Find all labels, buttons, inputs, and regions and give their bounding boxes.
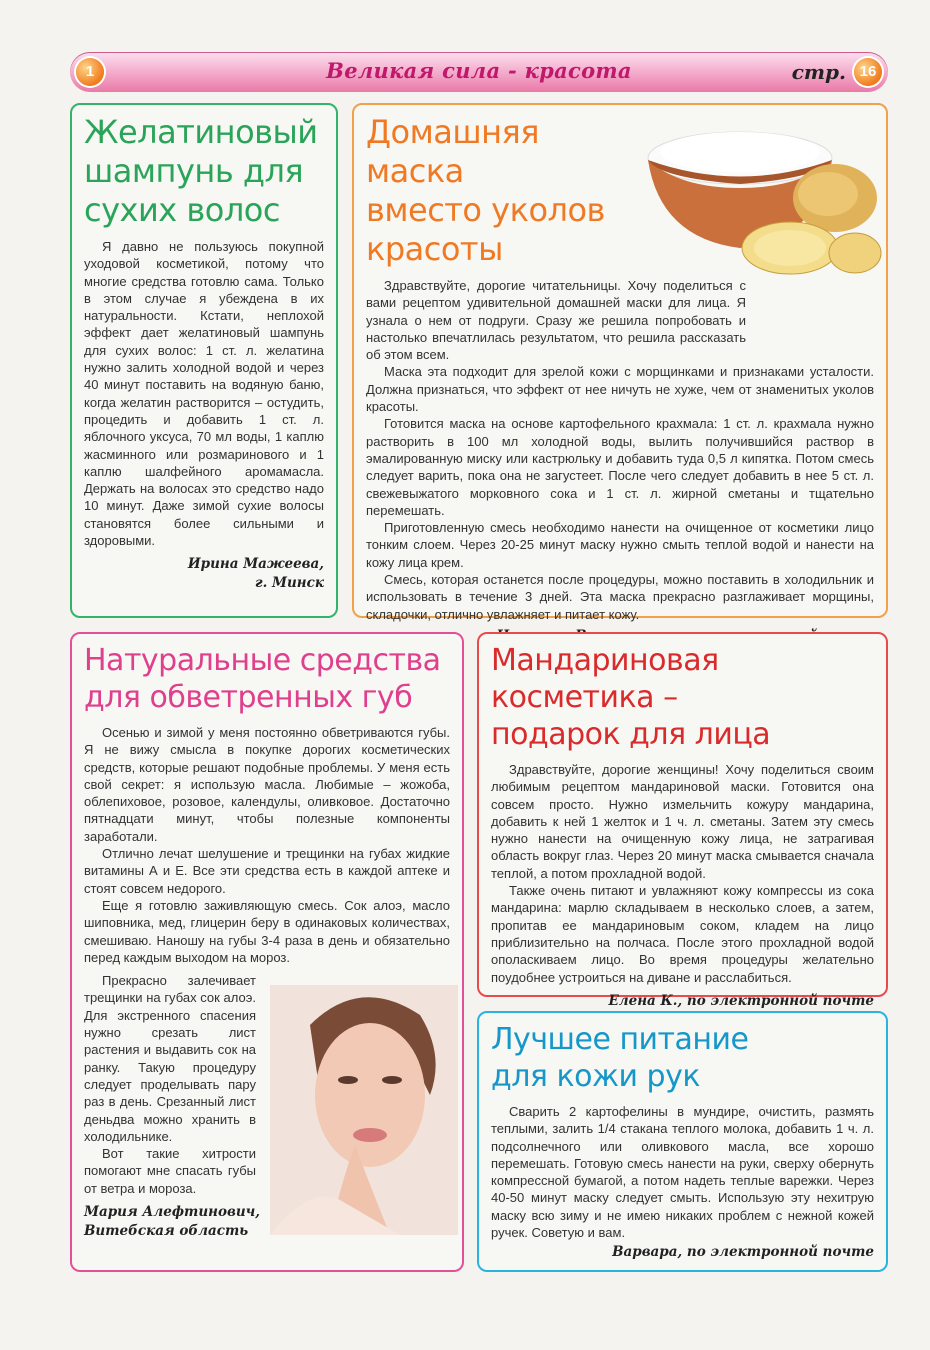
article-paragraph: Приготовленную смесь необходимо нанести на очищенное от косметики лицо тонким слоем. Через 20-25 минут маску нужно смыть теплой водой и нанести на кожу лица крем. xyxy=(366,520,874,570)
article-signature: Варвара, по электронной почте xyxy=(612,1244,874,1261)
article-signature: Мария Алефтинович, Витебская область xyxy=(84,1204,261,1240)
article-paragraph: Отлично лечат шелушение и трещинки на губах жидкие витамины А и Е. Все эти средства есть в каждой аптеке и стоят совсем недорого. xyxy=(84,846,450,896)
woman-lips-photo xyxy=(270,985,458,1235)
article-hand-skin xyxy=(477,1011,888,1272)
article-title: Домашняя маска вместо уколов красоты xyxy=(366,113,605,268)
article-paragraph: Осенью и зимой у меня постоянно обветриваются губы. Я не вижу смысла в покупке дорогих косметических средств, которые решают подобные проблемы. У меня есть свой секрет: я использую масла. Любимые – жожоба, облепиховое, розовое, календулы, оливковое. Достаточно пятнадцати минут, чтобы полезные компоненты заработали. xyxy=(84,725,450,844)
page-number-right: 16 xyxy=(854,58,882,86)
article-mandarin-cosmetics xyxy=(477,632,888,1009)
article-title: Лучшее питание для кожи рук xyxy=(491,1022,749,1094)
article-title: Натуральные средства для обветренных губ xyxy=(84,643,441,715)
page-header xyxy=(70,52,888,92)
page-label: стр. xyxy=(791,60,846,84)
article-paragraph: Сварить 2 картофелины в мундире, очистить, размять теплыми, залить 1/4 стакана теплого молока, добавить 1 ч. л. подсолнечного или оливкового масла, все хорошо перемешать. Готовую смесь нанести на руки, сверху обернуть компрессной бумагой, а потом надеть теплые варежки. Через 40-50 минут маску следует смыть. Использую эту нехитрую маску всю зиму и не имею никаких проблем с нежной кожей ручек. Советую и вам. xyxy=(491,1104,874,1241)
article-paragraph: Готовится маска на основе картофельного крахмала: 1 ст. л. крахмала нужно растворить в 100 мл холодной воды, вылить получившийся раствор в эмалированную миску или кастрюльку и добавить туда 0,5 л кипятка. Потом смесь следует варить, пока она не загустеет. После чего следует добавить в нее 5 ст. л. свежевыжатого морковного сока и 1 ст. л. жирной сметаны и тщательно перемешать. xyxy=(366,416,874,518)
article-title: Мандариновая косметика – подарок для лица xyxy=(491,643,771,752)
article-paragraph: Прекрасно залечивает трещинки на губах сок алоэ. Для экстренного спасения нужно срезать лист растения и выдавить сок на ранку. Такую процедуру следует проделывать пару раз в день. Срезанный лист деньдва можно хранить в холодильнике. xyxy=(84,973,256,1144)
section-title: Великая сила - красота xyxy=(326,58,632,83)
article-paragraph: Смесь, которая останется после процедуры, можно поставить в холодильник и использовать в течение 3 дней. Эта маска прекрасно разглаживает морщины, складочки, отлично увлажняет и питает кожу. xyxy=(366,572,874,622)
article-paragraph: Также очень питают и увлажняют кожу компрессы из сока мандарина: марлю складываем в несколько слоев, а затем, пропитав ее мандариновым соком, кладем на лицо приблизительно на полчаса. После этого прохладной водой ополаскиваем лицо. Во время процедуры желательно поудобнее устроиться на диване и расслабиться. xyxy=(491,883,874,985)
article-paragraph: Вот такие хитрости помогают мне спасать губы от ветра и мороза. xyxy=(84,1146,256,1196)
starch-bowl-potato-image xyxy=(640,118,885,283)
article-paragraph: Здравствуйте, дорогие читательницы. Хочу поделиться с вами рецептом удивительной домашней маски для лица. Я узнала о нем от подруги. Сразу же решила попробовать и настолько впечатлилась результатом, что решила рассказать об этом всем. xyxy=(366,278,746,363)
article-signature: Елена К., по электронной почте xyxy=(608,992,874,1009)
article-paragraph: Маска эта подходит для зрелой кожи с морщинками и признаками усталости. Должна признаться, что эффект от нее ничуть не хуже, чем от знаменитых уколов красоты. xyxy=(366,364,874,415)
article-paragraph: Я давно не пользуюсь покупной уходовой косметикой, потому что многие средства готовлю сама. Только в этом случае я убеждена в их натуральности. Кстати, неплохой эффект дает желатиновый шампунь для сухих волос: 1 ст. л. желатина нужно залить холодной водой и через 40 минут поставить на водяную баню, когда желатин растворится – остудить, процедить и добавить 1 ст. л. яблочного уксуса, 70 мл воды, 1 каплю жасминного или розмаринового и 1 каплю шалфейного аромамасла. Держать на волосах это средство надо 10 минут. Даже зимой сухие волосы становятся более сильными и здоровыми. xyxy=(84,239,324,549)
article-paragraph: Еще я готовлю заживляющую смесь. Сок алоэ, масло шиповника, мед, глицерин беру в одинаковых количествах, смешиваю. Наношу на губы 3-4 раза в день и обязательно перед каждым выходом на мороз. xyxy=(84,897,450,965)
article-title: Желатиновый шампунь для сухих волос xyxy=(84,113,318,229)
page-number-left: 1 xyxy=(76,58,104,86)
article-paragraph: Здравствуйте, дорогие женщины! Хочу поделиться своим любимым рецептом мандариновой маски. Готовится она совсем просто. Нужно измельчить кожуру мандарина, добавить к ней 1 желток и 1 ч. л. сметаны. Затем эту смесь нужно нанести на очищенную кожу лица, не затрагивая область вокруг глаз. Через 20 минут маска смывается сначала теплой, а потом прохладной водой. xyxy=(491,762,874,881)
article-gelatin-shampoo xyxy=(70,103,338,618)
article-signature: Ирина Мажеева, г. Минск xyxy=(187,556,324,592)
